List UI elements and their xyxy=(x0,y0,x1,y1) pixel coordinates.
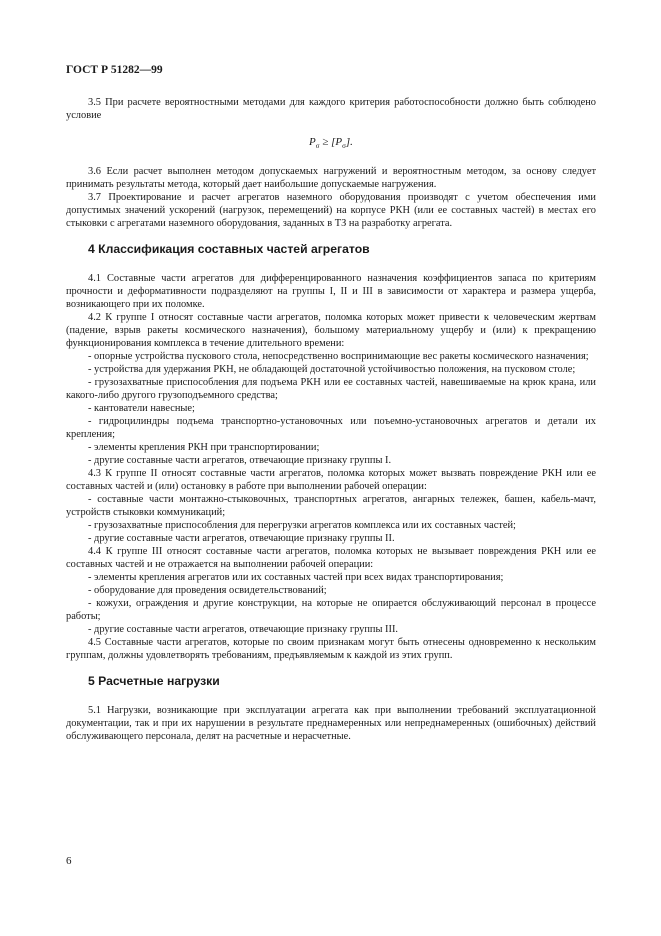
section-5-heading: 5 Расчетные нагрузки xyxy=(88,674,220,689)
paragraph-3-5: 3.5 При расчете вероятностными методами для каждого критерия работоспособности должно быть соблюдено условие xyxy=(66,97,596,121)
list-item: - устройства для удержания РКН, не обладающей достаточной устойчивостью положения, на пусковом столе; xyxy=(88,364,576,376)
list-item: - оборудование для проведения освидетельствований; xyxy=(88,585,327,597)
formula-lhs-sub: σ xyxy=(315,142,320,151)
paragraph-3-7: 3.7 Проектирование и расчет агрегатов наземного оборудования производят с учетом обеспечения ими допустимых значений ускорений (нагрузок, перемещений) на корпусе РКН (или ее составных частей) в местах его стыковки с агрегатами наземного оборудования, заданных в ТЗ на разработку агрегата. xyxy=(66,192,596,230)
list-item: - опорные устройства пускового стола, непосредственно воспринимающие вес ракеты космического назначения; xyxy=(88,351,589,363)
paragraph-4-4: 4.4 К группе III относят составные части агрегатов, поломка которых не вызывает повреждения РКН или ее составных частей и не отражается на выполнении рабочей операции: xyxy=(66,546,596,571)
document-body xyxy=(66,96,596,743)
formula-close: ]. xyxy=(345,136,353,148)
section-4-heading: 4 Классификация составных частей агрегатов xyxy=(88,242,370,257)
list-item: - кантователи навесные; xyxy=(88,403,195,415)
formula-operator: ≥ [ xyxy=(319,136,336,148)
list-item: - другие составные части агрегатов, отвечающие признаку группы I. xyxy=(88,455,392,467)
list-item: - гидроцилиндры подъема транспортно-установочных или поъемно-установочных агрегатов и детали их крепления; xyxy=(66,416,596,441)
list-item: - грузозахватные приспособления для подъема РКН или ее составных частей, навешиваемые на крюк крана, или какого-либо другого грузоподъемного средства; xyxy=(66,377,596,402)
paragraph-4-3: 4.3 К группе II относят составные части агрегатов, поломка которых может вызвать повреждение РКН или ее составных частей и (или) остановку в работе при выполнении рабочей операции: xyxy=(66,468,596,493)
paragraph-4-2: 4.2 К группе I относят составные части агрегатов, поломка которых может привести к человеческим жертвам (падение, взрыв ракеты космического назначения), большому материальному ущербу и (или) к прекращению функционирования комплекса в течение длительного времени: xyxy=(66,312,596,350)
list-item: - грузозахватные приспособления для перегрузки агрегатов комплекса или их составных частей; xyxy=(88,520,516,532)
paragraph-4-5: 4.5 Составные части агрегатов, которые по своим признакам могут быть отнесены одновременно к нескольким группам, должны удовлетворять требованиям, предъявляемым к каждой из этих групп. xyxy=(66,637,596,662)
paragraph-3-6: 3.6 Если расчет выполнен методом допускаемых нагружений и вероятностным методом, за основу следует принимать результаты метода, который дает наибольшие допускаемые нагружения. xyxy=(66,166,596,191)
formula xyxy=(66,136,596,153)
paragraph-4-1: 4.1 Составные части агрегатов для дифференцированного назначения коэффициентов запаса по критериям прочности и деформативности подразделяют на группы I, II и III в зависимости от характера и размера ущерба, возникающего при их поломке. xyxy=(66,273,596,311)
list-item: - элементы крепления РКН при транспортировании; xyxy=(88,442,320,454)
formula-lhs: P xyxy=(309,136,316,148)
list-item: - кожухи, ограждения и другие конструкции, на которые не опирается обслуживающий персонал в процессе работы; xyxy=(66,598,596,623)
list-item: - другие составные части агрегатов, отвечающие признаку группы II. xyxy=(88,533,395,545)
list-item: - другие составные части агрегатов, отвечающие признаку группы III. xyxy=(88,624,399,636)
list-item: - составные части монтажно-стыковочных, транспортных агрегатов, ангарных тележек, башен, кабель-мачт, устройств стыковки коммуникаций; xyxy=(66,494,596,519)
formula-rhs: P xyxy=(335,136,343,148)
formula-rhs-sub: σ xyxy=(342,142,346,151)
document-header: ГОСТ Р 51282—99 xyxy=(66,64,163,76)
page-number: 6 xyxy=(66,855,72,867)
paragraph-5-1: 5.1 Нагрузки, возникающие при эксплуатации агрегата как при выполнении требований эксплуатационной документации, так и при их нарушении в результате преднамеренных или непреднамеренных (ошибочных) действий обслуживающего персонала, делят на расчетные и нерасчетные. xyxy=(66,705,596,743)
list-item: - элементы крепления агрегатов или их составных частей при всех видах транспортирования; xyxy=(88,572,504,584)
